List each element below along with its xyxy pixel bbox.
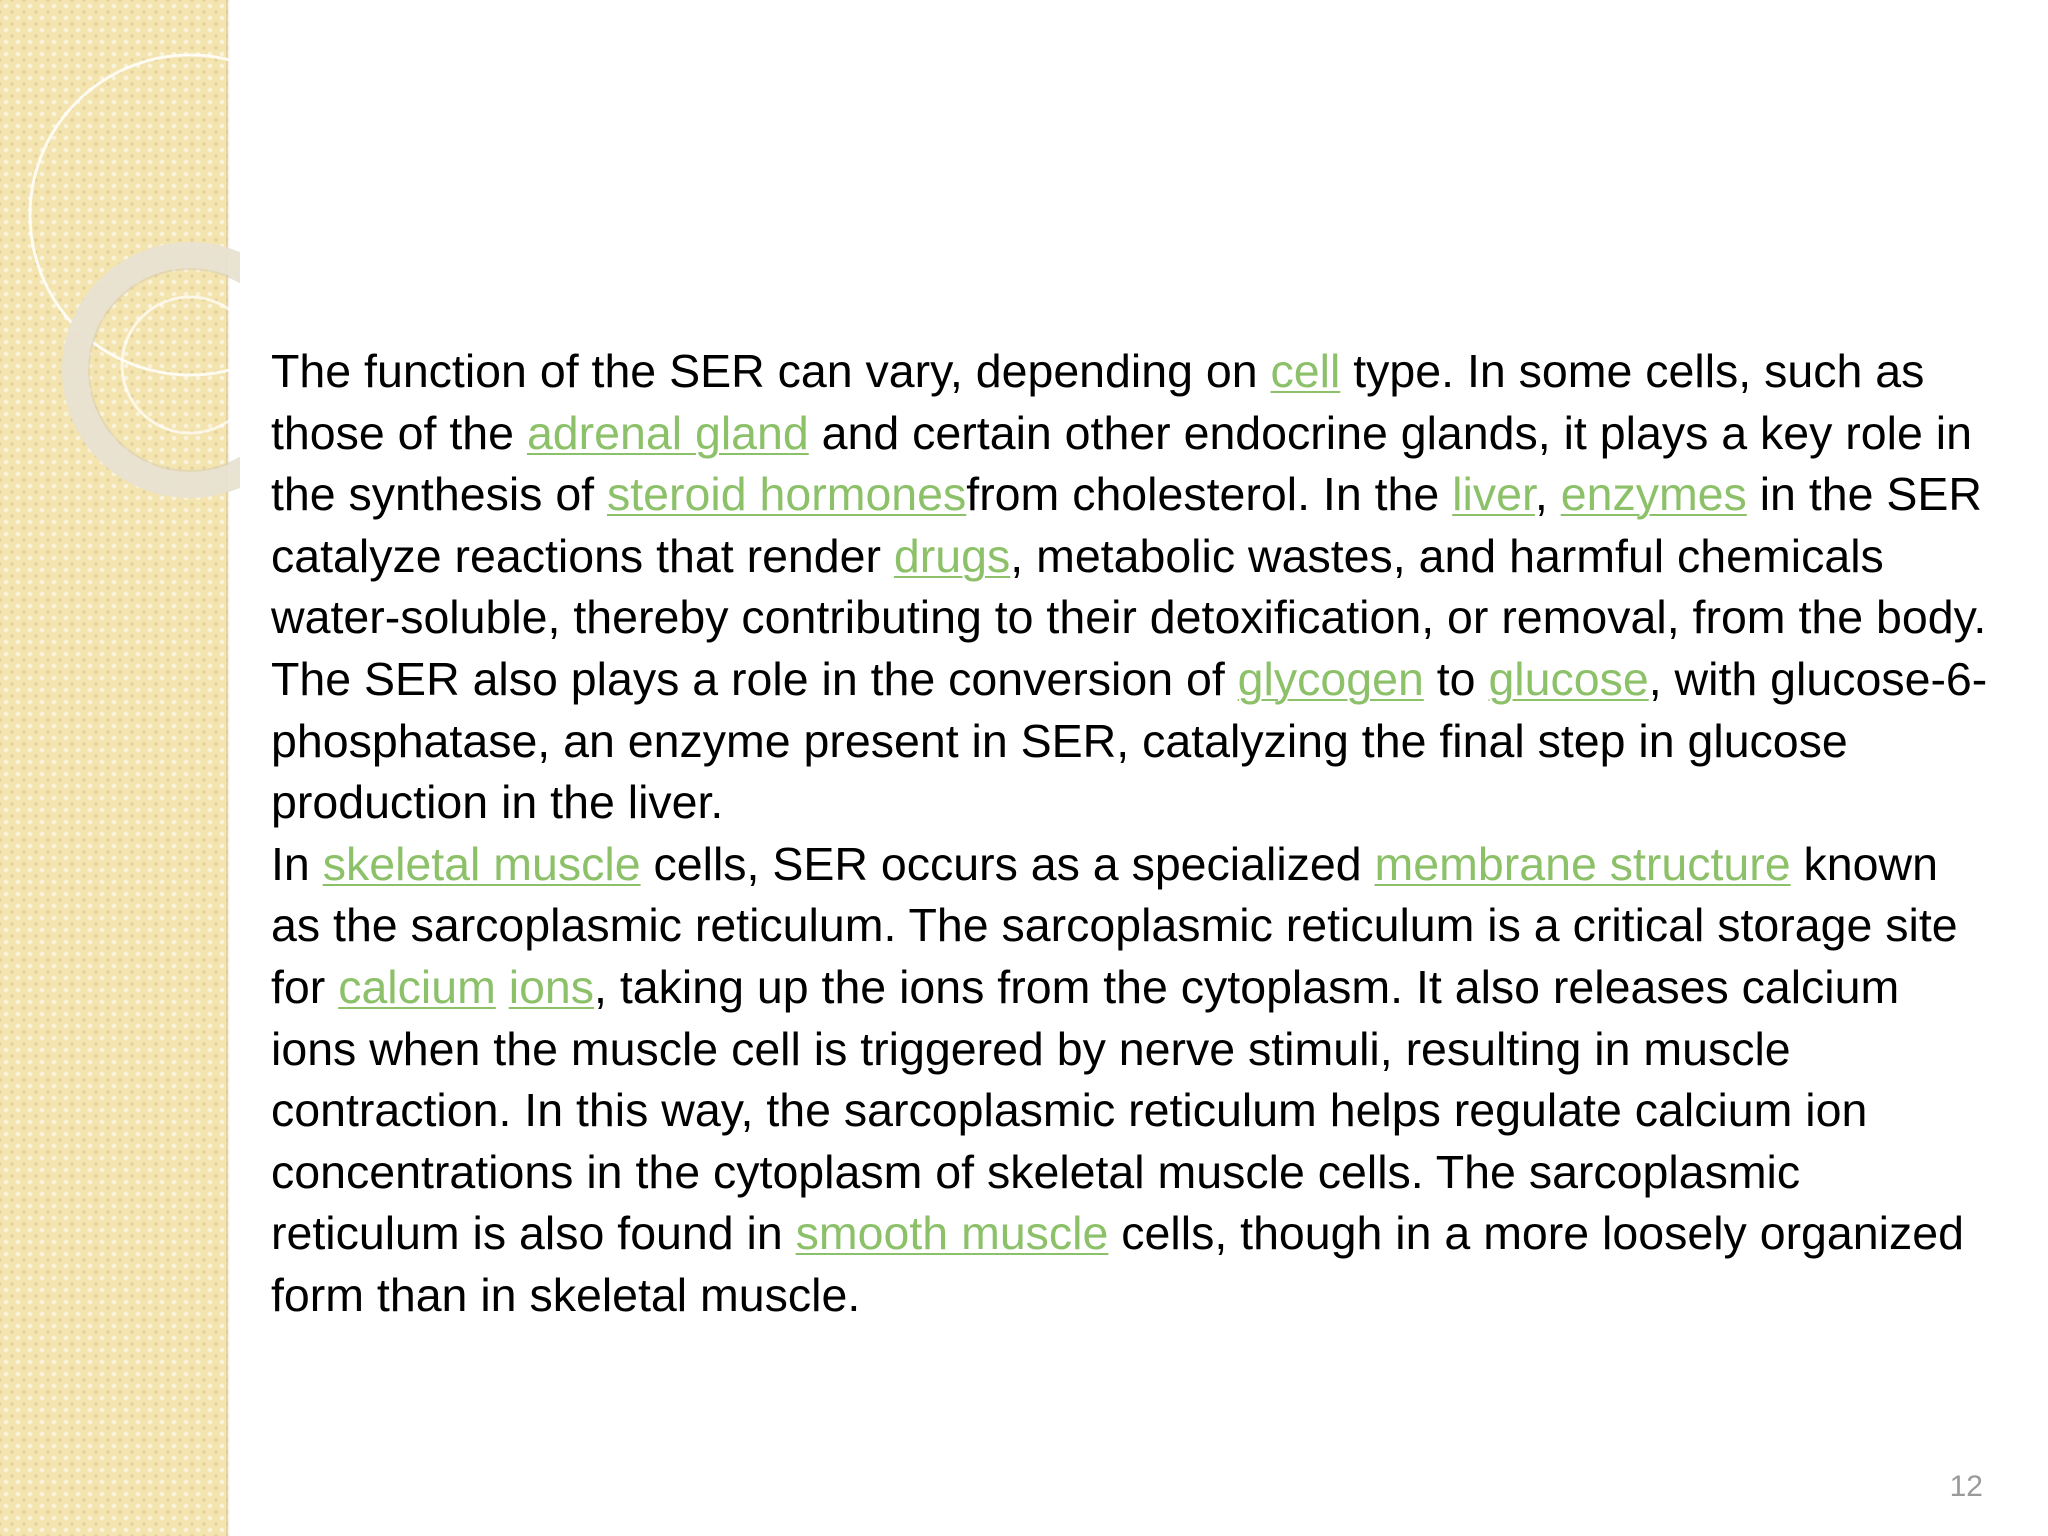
paragraph-ser-function bbox=[271, 341, 1991, 834]
paragraph-sarcoplasmic-reticulum bbox=[271, 834, 1991, 1327]
link-membrane-structure[interactable]: membrane structure bbox=[1374, 837, 1791, 890]
text-span: In bbox=[271, 837, 323, 890]
link-ions[interactable]: ions bbox=[508, 960, 595, 1013]
text-span: and certain other endocrine glands, it plays a key role in the synthesis of bbox=[271, 406, 1972, 521]
text-span: in the SER catalyze reactions that render bbox=[271, 468, 1982, 582]
link-glucose[interactable]: glucose bbox=[1488, 652, 1649, 705]
text-span: cells, SER occurs as a specialized bbox=[640, 837, 1375, 890]
small-ring bbox=[122, 297, 240, 433]
link-enzymes[interactable]: enzymes bbox=[1560, 468, 1747, 521]
link-skeletal-muscle[interactable]: skeletal muscle bbox=[322, 837, 641, 890]
link-calcium[interactable]: calcium bbox=[338, 960, 496, 1013]
text-span: from cholesterol. In the bbox=[966, 468, 1453, 521]
text-span: The function of the SER can vary, depending on bbox=[271, 345, 1271, 397]
page-number: 12 bbox=[1949, 1470, 1983, 1503]
text-span: known as the sarcoplasmic reticulum. The sarcoplasmic reticulum is a critical storage site for bbox=[271, 837, 1958, 1013]
text-span: cells, though in a more loosely organized form than in skeletal muscle. bbox=[271, 1207, 1964, 1321]
link-smooth-muscle[interactable]: smooth muscle bbox=[795, 1207, 1109, 1260]
text-span: to bbox=[1423, 652, 1489, 705]
link-cell[interactable]: cell bbox=[1270, 345, 1341, 397]
link-liver[interactable]: liver bbox=[1452, 468, 1535, 521]
text-span: , bbox=[1534, 468, 1561, 521]
text-span: type. In some cells, such as those of the bbox=[271, 345, 1925, 459]
text-span bbox=[496, 961, 509, 1013]
link-drugs[interactable]: drugs bbox=[893, 529, 1011, 582]
text-span: , taking up the ions from the cytoplasm. It also releases calcium ions when the muscle cell is triggered by nerve stimuli, resulting in muscle contraction. In this way, the sarcoplasmic reticulum helps regulate calcium ion concentrations in the cytoplasm of skeletal muscle cells. The sarcoplasmic reticulum is also found in bbox=[271, 960, 1900, 1260]
link-steroid-hormones[interactable]: steroid hormones bbox=[607, 468, 967, 521]
link-glycogen[interactable]: glycogen bbox=[1237, 652, 1424, 705]
text-span: , metabolic wastes, and harmful chemicals water-soluble, thereby contributing to their detoxification, or removal, from the body. The SER also plays a role in the conversion of bbox=[271, 529, 1987, 705]
decorative-rings bbox=[0, 0, 240, 520]
text-span: , with glucose-6-phosphatase, an enzyme present in SER, catalyzing the final step in glucose production in the liver. bbox=[271, 652, 1988, 829]
medium-ring bbox=[75, 255, 240, 485]
link-adrenal-gland[interactable]: adrenal gland bbox=[526, 406, 809, 459]
body-text bbox=[271, 341, 1991, 1327]
